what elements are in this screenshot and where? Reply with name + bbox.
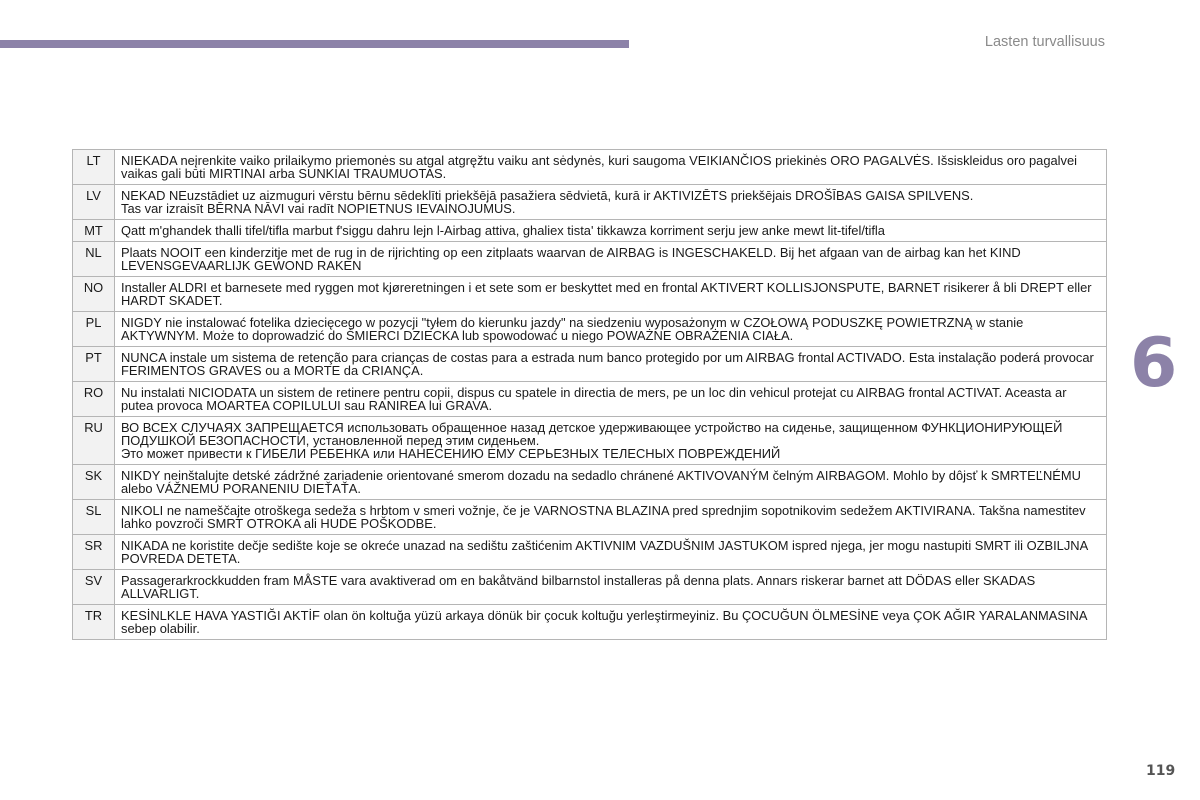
- language-code: PT: [73, 347, 115, 382]
- warning-text: NIKDY neinštalujte detské zádržné zariadenie orientované smerom dozadu na sedadlo chránené AKTIVOVANÝM čelným AIRBAGOM. Mohlo by dôjsť k SMRTEĽNÉMU alebo VÁŽNEMU PORANENIU DIEŤAŤA.: [115, 465, 1107, 500]
- warning-text: NUNCA instale um sistema de retenção para crianças de costas para a estrada num banco protegido por um AIRBAG frontal ACTIVADO. Esta instalação poderá provocar FERIMENTOS GRAVES ou a MORTE da CRIANÇA.: [115, 347, 1107, 382]
- table-row: [73, 220, 1107, 242]
- warning-text: Qatt m'ghandek thalli tifel/tifla marbut f'siggu dahru lejn l-Airbag attiva, ghaliex tista' tikkawza korriment serju jew anke mewt lit-tifel/tifla: [115, 220, 1107, 242]
- chapter-number: 6: [1130, 324, 1178, 403]
- language-code: SV: [73, 570, 115, 605]
- table-row: [73, 417, 1107, 465]
- language-code: TR: [73, 605, 115, 640]
- table-row: [73, 500, 1107, 535]
- header-accent-bar: [0, 40, 629, 48]
- warning-text: Installer ALDRI et barnesete med ryggen mot kjøreretningen i et sete som er beskyttet med en frontal AKTIVERT KOLLISJONSPUTE, BARNET risikerer å bli DREPT eller HARDT SKADET.: [115, 277, 1107, 312]
- language-code: NO: [73, 277, 115, 312]
- table-row: [73, 150, 1107, 185]
- language-code: RO: [73, 382, 115, 417]
- language-code: LT: [73, 150, 115, 185]
- language-code: SK: [73, 465, 115, 500]
- table-row: [73, 347, 1107, 382]
- table-row: [73, 465, 1107, 500]
- warning-text: Plaats NOOIT een kinderzitje met de rug in de rijrichting op een zitplaats waarvan de AIRBAG is INGESCHAKELD. Bij het afgaan van de airbag kan het KIND LEVENSGEVAARLIJK GEWOND RAKEN: [115, 242, 1107, 277]
- warning-text: NIKADA ne koristite dečje sedište koje se okreće unazad na sedištu zaštićenim AKTIVNIM VAZDUŠNIM JASTUKOM ispred njega, jer mogu nastupiti SMRT ili OZBILJNA POVREDA DETETA.: [115, 535, 1107, 570]
- table-row: [73, 185, 1107, 220]
- airbag-warning-table: [72, 149, 1107, 640]
- language-code: SR: [73, 535, 115, 570]
- language-code: PL: [73, 312, 115, 347]
- table-row: [73, 570, 1107, 605]
- page-number: 119: [1146, 763, 1176, 779]
- language-code: NL: [73, 242, 115, 277]
- warning-text: NIGDY nie instalować fotelika dziecięcego w pozycji "tyłem do kierunku jazdy" na siedzeniu wyposażonym w CZOŁOWĄ PODUSZKĘ POWIETRZNĄ w stanie AKTYWNYM. Może to doprowadzić do ŚMIERCI DZIECKA lub spowodować u niego POWAŻNE OBRAŻENIA CIAŁA.: [115, 312, 1107, 347]
- warning-text: NIKOLI ne nameščajte otroškega sedeža s hrbtom v smeri vožnje, če je VARNOSTNA BLAZINA pred sprednjim sopotnikovim sedežem AKTIVIRANA. Takšna namestitev lahko povzroči SMRT OTROKA ali HUDE POŠKODBE.: [115, 500, 1107, 535]
- warning-text: Passagerarkrockkudden fram MÅSTE vara avaktiverad om en bakåtvänd bilbarnstol installeras på denna plats. Annars riskerar barnet att DÖDAS eller SKADAS ALLVARLIGT.: [115, 570, 1107, 605]
- table-row: [73, 382, 1107, 417]
- table-row: [73, 242, 1107, 277]
- language-code: MT: [73, 220, 115, 242]
- language-code: RU: [73, 417, 115, 465]
- table-row: [73, 312, 1107, 347]
- language-code: LV: [73, 185, 115, 220]
- warning-text: KESİNLKLE HAVA YASTIĞI AKTİF olan ön koltuğa yüzü arkaya dönük bir çocuk koltuğu yerleştirmeyiniz. Bu ÇOCUĞUN ÖLMESİNE veya ÇOK AĞIR YARALANMASINA sebep olabilir.: [115, 605, 1107, 640]
- warning-text: ВО ВСЕХ СЛУЧАЯХ ЗАПРЕЩАЕТСЯ использовать обращенное назад детское удерживающее устройство на сиденье, защищенном ФУНКЦИОНИРУЮЩЕЙ ПОДУШКОЙ БЕЗОПАСНОСТИ, установленной перед этим сиденьем. Это может привести к ГИБЕЛИ РЕБЕНКА или НАНЕСЕНИЮ ЕМУ СЕРЬЕЗНЫХ ТЕЛЕСНЫХ ПОВРЕЖДЕНИЙ: [115, 417, 1107, 465]
- language-code: SL: [73, 500, 115, 535]
- section-title: Lasten turvallisuus: [984, 34, 1105, 50]
- table-row: [73, 535, 1107, 570]
- warning-text: NEKAD NEuzstādiet uz aizmuguri vērstu bērnu sēdeklīti priekšējā pasažiera sēdvietā, kurā ir AKTIVIZĒTS priekšējais DROŠĪBAS GAISA SPILVENS. Tas var izraisīt BĒRNA NĀVI vai radīt NOPIETNUS IEVAINOJUMUS.: [115, 185, 1107, 220]
- warning-text: Nu instalati NICIODATA un sistem de retinere pentru copii, dispus cu spatele in directia de mers, pe un loc din vehicul protejat cu AIRBAG frontal ACTIVAT. Aceasta ar putea provoca MOARTEA COPILULUI sau RANIREA lui GRAVA.: [115, 382, 1107, 417]
- warning-text: NIEKADA neįrenkite vaiko prilaikymo priemonės su atgal atgręžtu vaiku ant sėdynės, kuri saugoma VEIKIANČIOS priekinės ORO PAGALVĖS. Išsiskleidus oro pagalvei vaikas gali būti MIRTINAI arba SUNKIAI TRAUMUOTAS.: [115, 150, 1107, 185]
- table-row: [73, 277, 1107, 312]
- table-row: [73, 605, 1107, 640]
